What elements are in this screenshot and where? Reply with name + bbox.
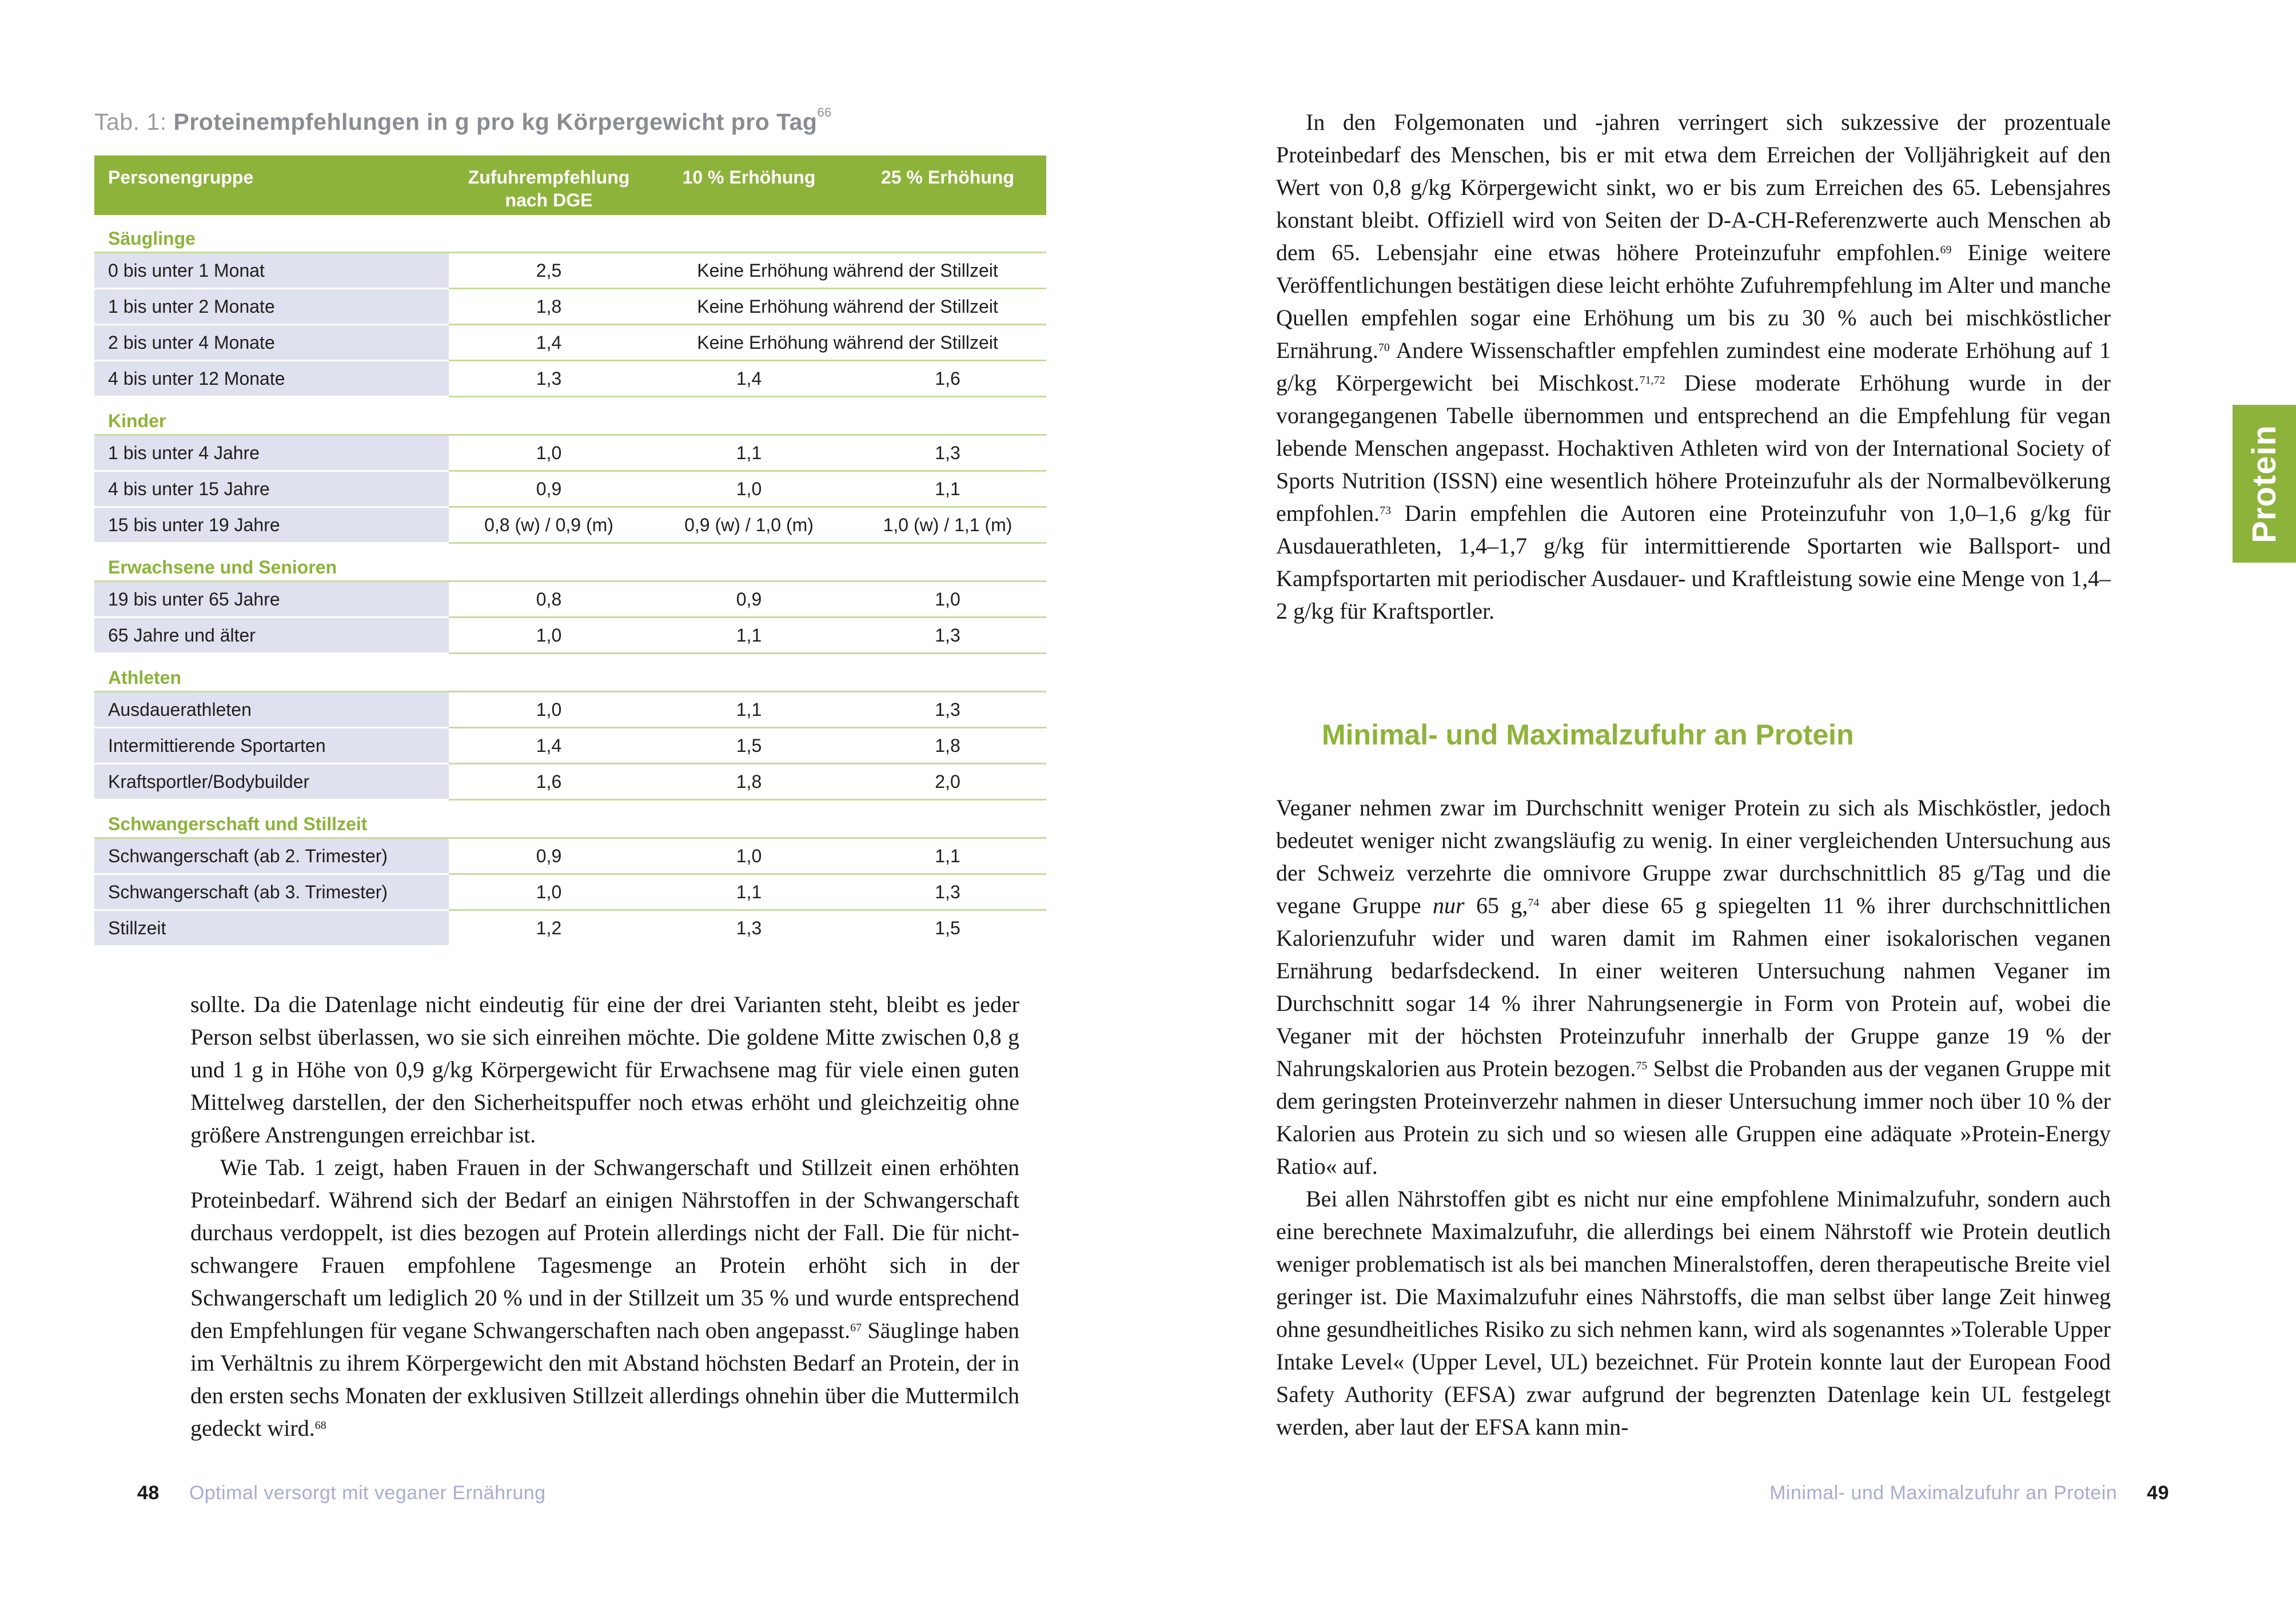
increase-10-value: 1,8 bbox=[649, 764, 849, 800]
dge-value: 1,0 bbox=[449, 874, 649, 910]
emphasis-text: nur bbox=[1433, 893, 1465, 918]
increase-10-value: 1,0 bbox=[649, 471, 849, 507]
row-label: Stillzeit bbox=[94, 910, 449, 946]
row-label: 65 Jahre und älter bbox=[94, 618, 449, 654]
table-group-row bbox=[94, 654, 1046, 692]
table-group-row bbox=[94, 215, 1046, 253]
row-label: 4 bis unter 15 Jahre bbox=[94, 471, 449, 507]
footnote-ref: 74 bbox=[1528, 897, 1540, 909]
dge-value: 0,9 bbox=[449, 471, 649, 507]
protein-table bbox=[94, 156, 1046, 945]
increase-25-value: 1,0 (w) / 1,1 (m) bbox=[849, 507, 1046, 543]
text-run: Wie Tab. 1 zeigt, haben Frauen in der Schwangerschaft und Stillzeit einen erhöhten Proteinbedarf. Während sich der Bedarf an einigen Nährstoffen in der Schwangerschaft durchaus verdoppelt, ist dies bezogen auf Protein allerdings nicht der Fall. Die für nicht-schwangere Frauen empfohlene Tagesmenge an Protein erhöht sich in der Schwangerschaft um lediglich 20 % und in der Stillzeit um 35 % und wurde entsprechend den Empfehlungen für vegane Schwangerschaften nach oben angepasst. bbox=[190, 1154, 1019, 1343]
header-personengruppe: Personengruppe bbox=[94, 156, 449, 215]
dge-value: 1,0 bbox=[449, 692, 649, 728]
dge-value: 1,4 bbox=[449, 728, 649, 764]
group-label: Athleten bbox=[94, 654, 1046, 692]
right-page bbox=[1148, 0, 2296, 1621]
increase-10-value: 0,9 (w) / 1,0 (m) bbox=[649, 507, 849, 543]
footnote-ref: 69 bbox=[1940, 244, 1952, 256]
merged-note: Keine Erhöhung während der Stillzeit bbox=[649, 253, 1046, 289]
increase-10-value: 1,1 bbox=[649, 874, 849, 910]
dge-value: 0,8 (w) / 0,9 (m) bbox=[449, 507, 649, 543]
table-row bbox=[94, 910, 1046, 946]
right-footer bbox=[1769, 1482, 2169, 1504]
group-label: Säuglinge bbox=[94, 215, 1046, 253]
table-group-row bbox=[94, 800, 1046, 838]
table-row bbox=[94, 764, 1046, 800]
text-run: Selbst die Probanden aus der veganen Gruppe mit dem geringsten Proteinverzehr nahmen in dieser Untersuchung immer noch über 10 % der Kalorien aus Protein zu sich und so wiesen alle Gruppen eine adäquate »Protein-Energy Ratio« auf. bbox=[1276, 1056, 2111, 1179]
dge-value: 0,9 bbox=[449, 838, 649, 874]
increase-10-value: 1,1 bbox=[649, 618, 849, 654]
increase-25-value: 1,0 bbox=[849, 582, 1046, 618]
increase-10-value: 1,5 bbox=[649, 728, 849, 764]
increase-25-value: 1,3 bbox=[849, 435, 1046, 471]
table-group-row bbox=[94, 543, 1046, 582]
table-row bbox=[94, 253, 1046, 289]
group-label: Kinder bbox=[94, 397, 1046, 435]
text-run: aber diese 65 g spiegelten 11 % ihrer durchschnittlichen Kalorienzufuhr wider und waren damit im Rahmen einer isokalorischen veganen Ernährung bedarfsdeckend. In einer weiteren Untersuchung nahmen Veganer im Durchschnitt sogar 14 % ihrer Nahrungsenergie in Form von Protein auf, wobei die Veganer mit der höchsten Proteinzufuhr innerhalb der Gruppe ganze 19 % der Nahrungskalorien aus Protein bezogen. bbox=[1276, 893, 2111, 1081]
table-row bbox=[94, 289, 1046, 325]
caption-label: Tab. 1: bbox=[94, 109, 174, 135]
chapter-side-tab bbox=[2233, 405, 2296, 563]
increase-25-value: 1,3 bbox=[849, 692, 1046, 728]
caption-footnote: 66 bbox=[817, 105, 832, 120]
text-run: Säuglinge haben im Verhältnis zu ihrem Körpergewicht den mit Abstand höchsten Bedarf an Protein, der in den ersten sechs Monaten der exklusiven Stillzeit allerdings ohnehin über die Muttermilch gedeckt wird. bbox=[190, 1317, 1020, 1441]
footnote-ref: 67 bbox=[850, 1321, 862, 1334]
footnote-ref: 73 bbox=[1380, 504, 1392, 517]
increase-25-value: 1,6 bbox=[849, 361, 1046, 397]
table-row bbox=[94, 692, 1046, 728]
text-run: Bei allen Nährstoffen gibt es nicht nur eine empfohlene Minimalzufuhr, sondern auch eine berechnete Maximalzufuhr, die allerdings bei einem Nährstoff wie Protein deutlich weniger problematisch ist als bei manchen Mineralstoffen, deren therapeutische Breite viel geringer ist. Die Maximalzufuhr eines Nährstoffs, die man selbst über lange Zeit hinweg ohne gesundheitliches Risiko zu sich nehmen kann, wird als sogenanntes »Tolerable Upper Intake Level« (Upper Level, UL) bezeichnet. Für Protein konnte laut der European Food Safety Authority (EFSA) zwar aufgrund der begrenzten Datenlage kein UL festgelegt werden, aber laut der EFSA kann min- bbox=[1276, 1186, 2111, 1440]
dge-value: 1,6 bbox=[449, 764, 649, 800]
section-heading: Minimal- und Maximalzufuhr an Protein bbox=[1322, 719, 1854, 751]
increase-25-value: 1,5 bbox=[935, 917, 960, 938]
table-caption bbox=[94, 105, 1049, 136]
group-label: Erwachsene und Senioren bbox=[94, 543, 1046, 582]
text-run: Einige weitere Veröffentlichungen bestätigen diese leicht erhöhte Zufuhrempfehlung im Alter und manche Quellen empfehlen sogar eine Erhöhung um bis zu 30 % auch bei mischköstlicher Ernährung. bbox=[1276, 240, 2111, 363]
paragraph bbox=[1276, 1182, 2111, 1443]
running-title: Minimal- und Maximalzufuhr an Protein bbox=[1769, 1482, 2118, 1504]
increase-25-value: 2,0 bbox=[849, 764, 1046, 800]
side-tab-label: Protein bbox=[2246, 424, 2283, 543]
row-label: Schwangerschaft (ab 2. Trimester) bbox=[94, 838, 449, 874]
dge-value: 1,0 bbox=[449, 618, 649, 654]
paragraph bbox=[1276, 791, 2111, 1182]
right-body-text-bottom bbox=[1276, 791, 2111, 1443]
increase-25-value: 1,1 bbox=[849, 838, 1046, 874]
dge-value: 1,2 bbox=[536, 917, 562, 938]
header-25-percent: 25 % Erhöhung bbox=[849, 156, 1046, 215]
table-row bbox=[94, 618, 1046, 654]
table-row bbox=[94, 728, 1046, 764]
dge-value: 0,8 bbox=[449, 582, 649, 618]
table-body bbox=[94, 215, 1046, 945]
increase-10-value: 1,0 bbox=[649, 838, 849, 874]
table-row bbox=[94, 325, 1046, 361]
right-body-text-top bbox=[1276, 106, 2111, 627]
table-row bbox=[94, 507, 1046, 543]
table-row bbox=[94, 471, 1046, 507]
table-group-row bbox=[94, 397, 1046, 435]
row-label: 15 bis unter 19 Jahre bbox=[94, 507, 449, 543]
page-number: 48 bbox=[137, 1482, 160, 1504]
increase-10-value: 1,3 bbox=[736, 917, 762, 938]
text-run: Diese moderate Erhöhung wurde in der vorangegangenen Tabelle übernommen und entsprechend an die Empfehlung für vegan lebende Menschen angepasst. Hochaktiven Athleten wird von der International Society of Sports Nutrition (ISSN) eine wesentlich höhere Proteinzufuhr als der Normalbevölkerung empfohlen. bbox=[1276, 370, 2111, 526]
row-label: Ausdauerathleten bbox=[94, 692, 449, 728]
row-label: Kraftsportler/Bodybuilder bbox=[94, 764, 449, 800]
paragraph bbox=[1276, 106, 2111, 627]
paragraph: sollte. Da die Datenlage nicht eindeutig für eine der drei Varianten steht, bleibt es jeder Person selbst überlassen, wo sie sich einreihen möchte. Die goldene Mitte zwischen 0,8 g und 1 g in Höhe von 0,9 g/kg Körpergewicht für Erwachsene mag für viele einen guten Mittelweg darstellen, der den Sicherheitspuffer noch etwas erhöht und gleichzeitig ohne größere Anstrengungen erreichbar ist. bbox=[190, 991, 1019, 1148]
row-label: 2 bis unter 4 Monate bbox=[94, 325, 449, 361]
row-label: 0 bis unter 1 Monat bbox=[94, 253, 449, 289]
dge-value: 1,4 bbox=[449, 325, 649, 361]
page-number: 49 bbox=[2147, 1482, 2169, 1504]
row-label: 1 bis unter 4 Jahre bbox=[94, 435, 449, 471]
table-row bbox=[94, 838, 1046, 874]
increase-25-value: 1,3 bbox=[849, 618, 1046, 654]
table-row bbox=[94, 361, 1046, 397]
dge-value: 2,5 bbox=[449, 253, 649, 289]
increase-10-value: 1,4 bbox=[649, 361, 849, 397]
increase-10-value: 0,9 bbox=[649, 582, 849, 618]
paragraph bbox=[190, 1151, 1019, 1444]
footnote-ref: 68 bbox=[314, 1419, 326, 1432]
merged-note: Keine Erhöhung während der Stillzeit bbox=[649, 289, 1046, 325]
increase-10-value: 1,1 bbox=[649, 435, 849, 471]
increase-25-value: 1,1 bbox=[849, 471, 1046, 507]
table-row bbox=[94, 435, 1046, 471]
row-label: 19 bis unter 65 Jahre bbox=[94, 582, 449, 618]
text-run: Andere Wissenschaftler empfehlen zumindest eine moderate Erhöhung auf 1 g/kg Körpergewicht bei Mischkost. bbox=[1276, 337, 2111, 396]
increase-25-value: 1,8 bbox=[849, 728, 1046, 764]
text-run: In den Folgemonaten und -jahren verringert sich sukzessive der prozentuale Proteinbedarf des Menschen, bis er mit etwa dem Erreichen der Volljährigkeit auf den Wert von 0,8 g/kg Körpergewicht sinkt, wo er bis zum Erreichen des 65. Lebensjahres konstant bleibt. Offiziell wird von Seiten der D-A-CH-Referenzwerte auch Menschen ab dem 65. Lebensjahr eine etwas höhere Proteinzufuhr empfohlen. bbox=[1276, 109, 2111, 265]
row-label: 4 bis unter 12 Monate bbox=[94, 361, 449, 397]
dge-value: 1,3 bbox=[449, 361, 649, 397]
footnote-ref: 75 bbox=[1636, 1060, 1648, 1072]
footnote-ref: 70 bbox=[1378, 341, 1390, 354]
row-label: Intermittierende Sportarten bbox=[94, 728, 449, 764]
increase-10-value: 1,1 bbox=[649, 692, 849, 728]
text-run: 65 g, bbox=[1464, 893, 1528, 918]
dge-value: 1,0 bbox=[449, 435, 649, 471]
increase-25-value: 1,3 bbox=[849, 874, 1046, 910]
table-row bbox=[94, 874, 1046, 910]
group-label: Schwangerschaft und Stillzeit bbox=[94, 800, 1046, 838]
left-footer bbox=[137, 1482, 546, 1504]
left-body-text bbox=[190, 988, 1019, 1444]
table-row bbox=[94, 582, 1046, 618]
running-title: Optimal versorgt mit veganer Ernährung bbox=[189, 1482, 546, 1504]
header-dge: Zufuhrempfehlung nach DGE bbox=[449, 156, 649, 215]
header-10-percent: 10 % Erhöhung bbox=[649, 156, 849, 215]
merged-note: Keine Erhöhung während der Stillzeit bbox=[649, 325, 1046, 361]
footnote-ref: 71,72 bbox=[1639, 374, 1665, 387]
caption-title: Proteinempfehlungen in g pro kg Körpergewicht pro Tag bbox=[173, 109, 818, 135]
row-label: 1 bis unter 2 Monate bbox=[94, 289, 449, 325]
dge-value: 1,8 bbox=[449, 289, 649, 325]
text-run: Darin empfehlen die Autoren eine Proteinzufuhr von 1,0–1,6 g/kg für Ausdauerathleten, 1,4–1,7 g/kg für intermittierende Sportarten wie Ballsport- und Kampfsportarten mit periodischer Ausdauer- und Kraftleistung sowie eine Menge von 1,4–2 g/kg für Kraftsportler. bbox=[1276, 500, 2111, 624]
table-header-row bbox=[94, 156, 1046, 215]
text-run: Veganer nehmen zwar im Durchschnitt weniger Protein zu sich als Mischköstler, jedoch bedeutet weniger nicht zwangsläufig zu wenig. In einer vergleichenden Untersuchung aus der Schweiz verzehrte die omnivore Gruppe zwar durchschnittlich 85 g/Tag und die vegane Gruppe bbox=[1276, 795, 2111, 918]
row-label: Schwangerschaft (ab 3. Trimester) bbox=[94, 874, 449, 910]
